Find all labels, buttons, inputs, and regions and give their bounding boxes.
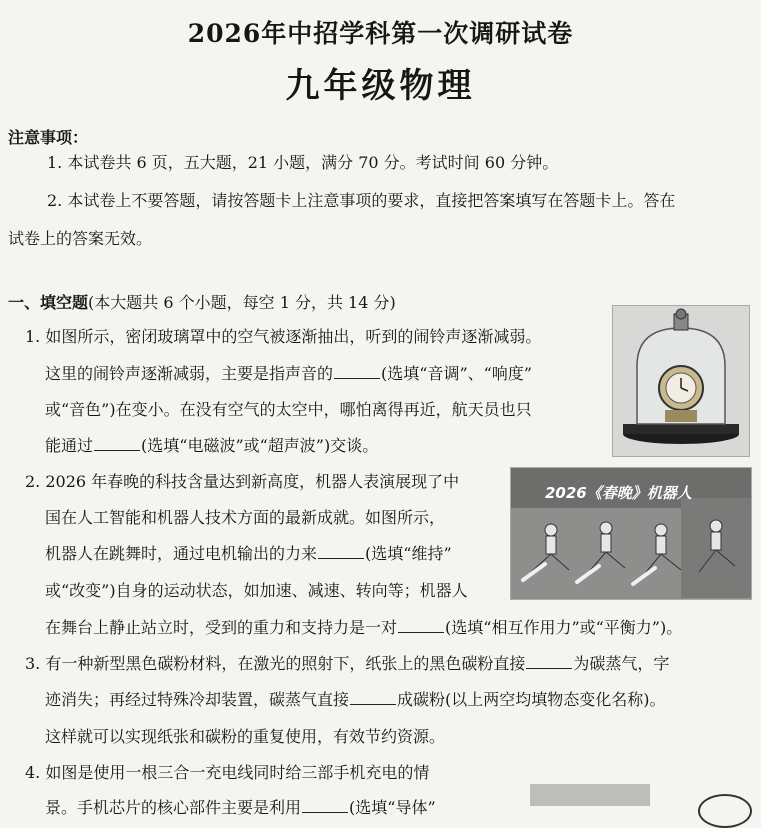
- section-heading: [8, 290, 396, 313]
- q1-line-3: 或“音色”)在变小。在没有空气的太空中，哪怕离得再近，航天员也只: [45, 400, 532, 419]
- robot-figure: [510, 467, 752, 600]
- q3-text: 为碳蒸气，字: [573, 654, 670, 673]
- exam-subject: 九年级物理: [285, 66, 476, 106]
- q4-line-2: [45, 798, 436, 818]
- answer-blank: [526, 654, 572, 669]
- q2-text: 机器人在跳舞时，通过电机输出的力来: [45, 544, 318, 563]
- q4-text: 景。手机芯片的核心部件主要是利用: [45, 798, 302, 817]
- q3-line-1: [25, 654, 669, 674]
- q3-line-3: 这样就可以实现纸张和碳粉的重复使用，有效节约资源。: [45, 727, 446, 746]
- notice-line-1: 1. 本试卷共 6 页，五大题，21 小题，满分 70 分。考试时间 60 分钟。: [47, 153, 559, 172]
- q1-text: 能通过: [45, 436, 94, 455]
- answer-blank: [318, 544, 364, 559]
- charger-figure: [530, 784, 650, 806]
- section-heading-note: (本大题共 6 个小题，每空 1 分，共 14 分): [88, 293, 396, 312]
- q1-text: (选填“音调”、“响度”: [381, 364, 532, 383]
- q3-text: 3. 有一种新型黑色碳粉材料，在激光的照射下，纸张上的黑色碳粉直接: [25, 654, 526, 673]
- q2-line-2: 国在人工智能和机器人技术方面的最新成就。如图所示，: [45, 508, 446, 527]
- q2-text: (选填“维持”: [365, 544, 452, 563]
- q1-text: 这里的闹铃声逐渐减弱，主要是指声音的: [45, 364, 334, 383]
- q3-line-2: [45, 690, 666, 710]
- q2-line-3: [45, 544, 452, 564]
- q3-text: 成碳粉(以上两空均填物态变化名称)。: [397, 690, 666, 709]
- answer-blank: [398, 618, 444, 633]
- answer-blank: [334, 364, 380, 379]
- q2-text: (选填“相互作用力”或“平衡力”)。: [445, 618, 683, 637]
- q1-line-1: 1. 如图所示，密闭玻璃罩中的空气被逐渐抽出，听到的闹铃声逐渐减弱。: [25, 327, 542, 346]
- exam-title: 2026年中招学科第一次调研试卷: [187, 19, 574, 48]
- bell-jar-figure: [612, 305, 750, 457]
- q2-line-5: [45, 618, 682, 638]
- section-heading-title: 一、填空题: [8, 293, 89, 312]
- q1-line-2: [45, 364, 532, 384]
- notice-line-3: 试卷上的答案无效。: [8, 229, 153, 248]
- answer-blank: [94, 436, 140, 451]
- notice-line-2: 2. 本试卷上不要答题，请按答题卡上注意事项的要求，直接把答案填写在答题卡上。答在: [47, 191, 676, 210]
- answer-blank: [350, 690, 396, 705]
- q3-text: 迹消失；再经过特殊冷却装置，碳蒸气直接: [45, 690, 350, 709]
- q1-line-4: [45, 436, 378, 456]
- q2-text: 在舞台上静止站立时，受到的重力和支持力是一对: [45, 618, 398, 637]
- charger-figure-detail: [698, 794, 752, 828]
- robot-figure-caption: 2026《春晚》机器人: [545, 484, 692, 502]
- q2-line-1: 2. 2026 年春晚的科技含量达到新高度，机器人表演展现了中: [25, 472, 460, 491]
- q4-line-1: 4. 如图是使用一根三合一充电线同时给三部手机充电的情: [25, 763, 430, 782]
- q2-line-4: 或“改变”)自身的运动状态，如加速、减速、转向等；机器人: [45, 581, 468, 600]
- notice-heading: 注意事项：: [8, 128, 89, 147]
- q1-text: (选填“电磁波”或“超声波”)交谈。: [141, 436, 379, 455]
- q4-text: (选填“导体”: [349, 798, 436, 817]
